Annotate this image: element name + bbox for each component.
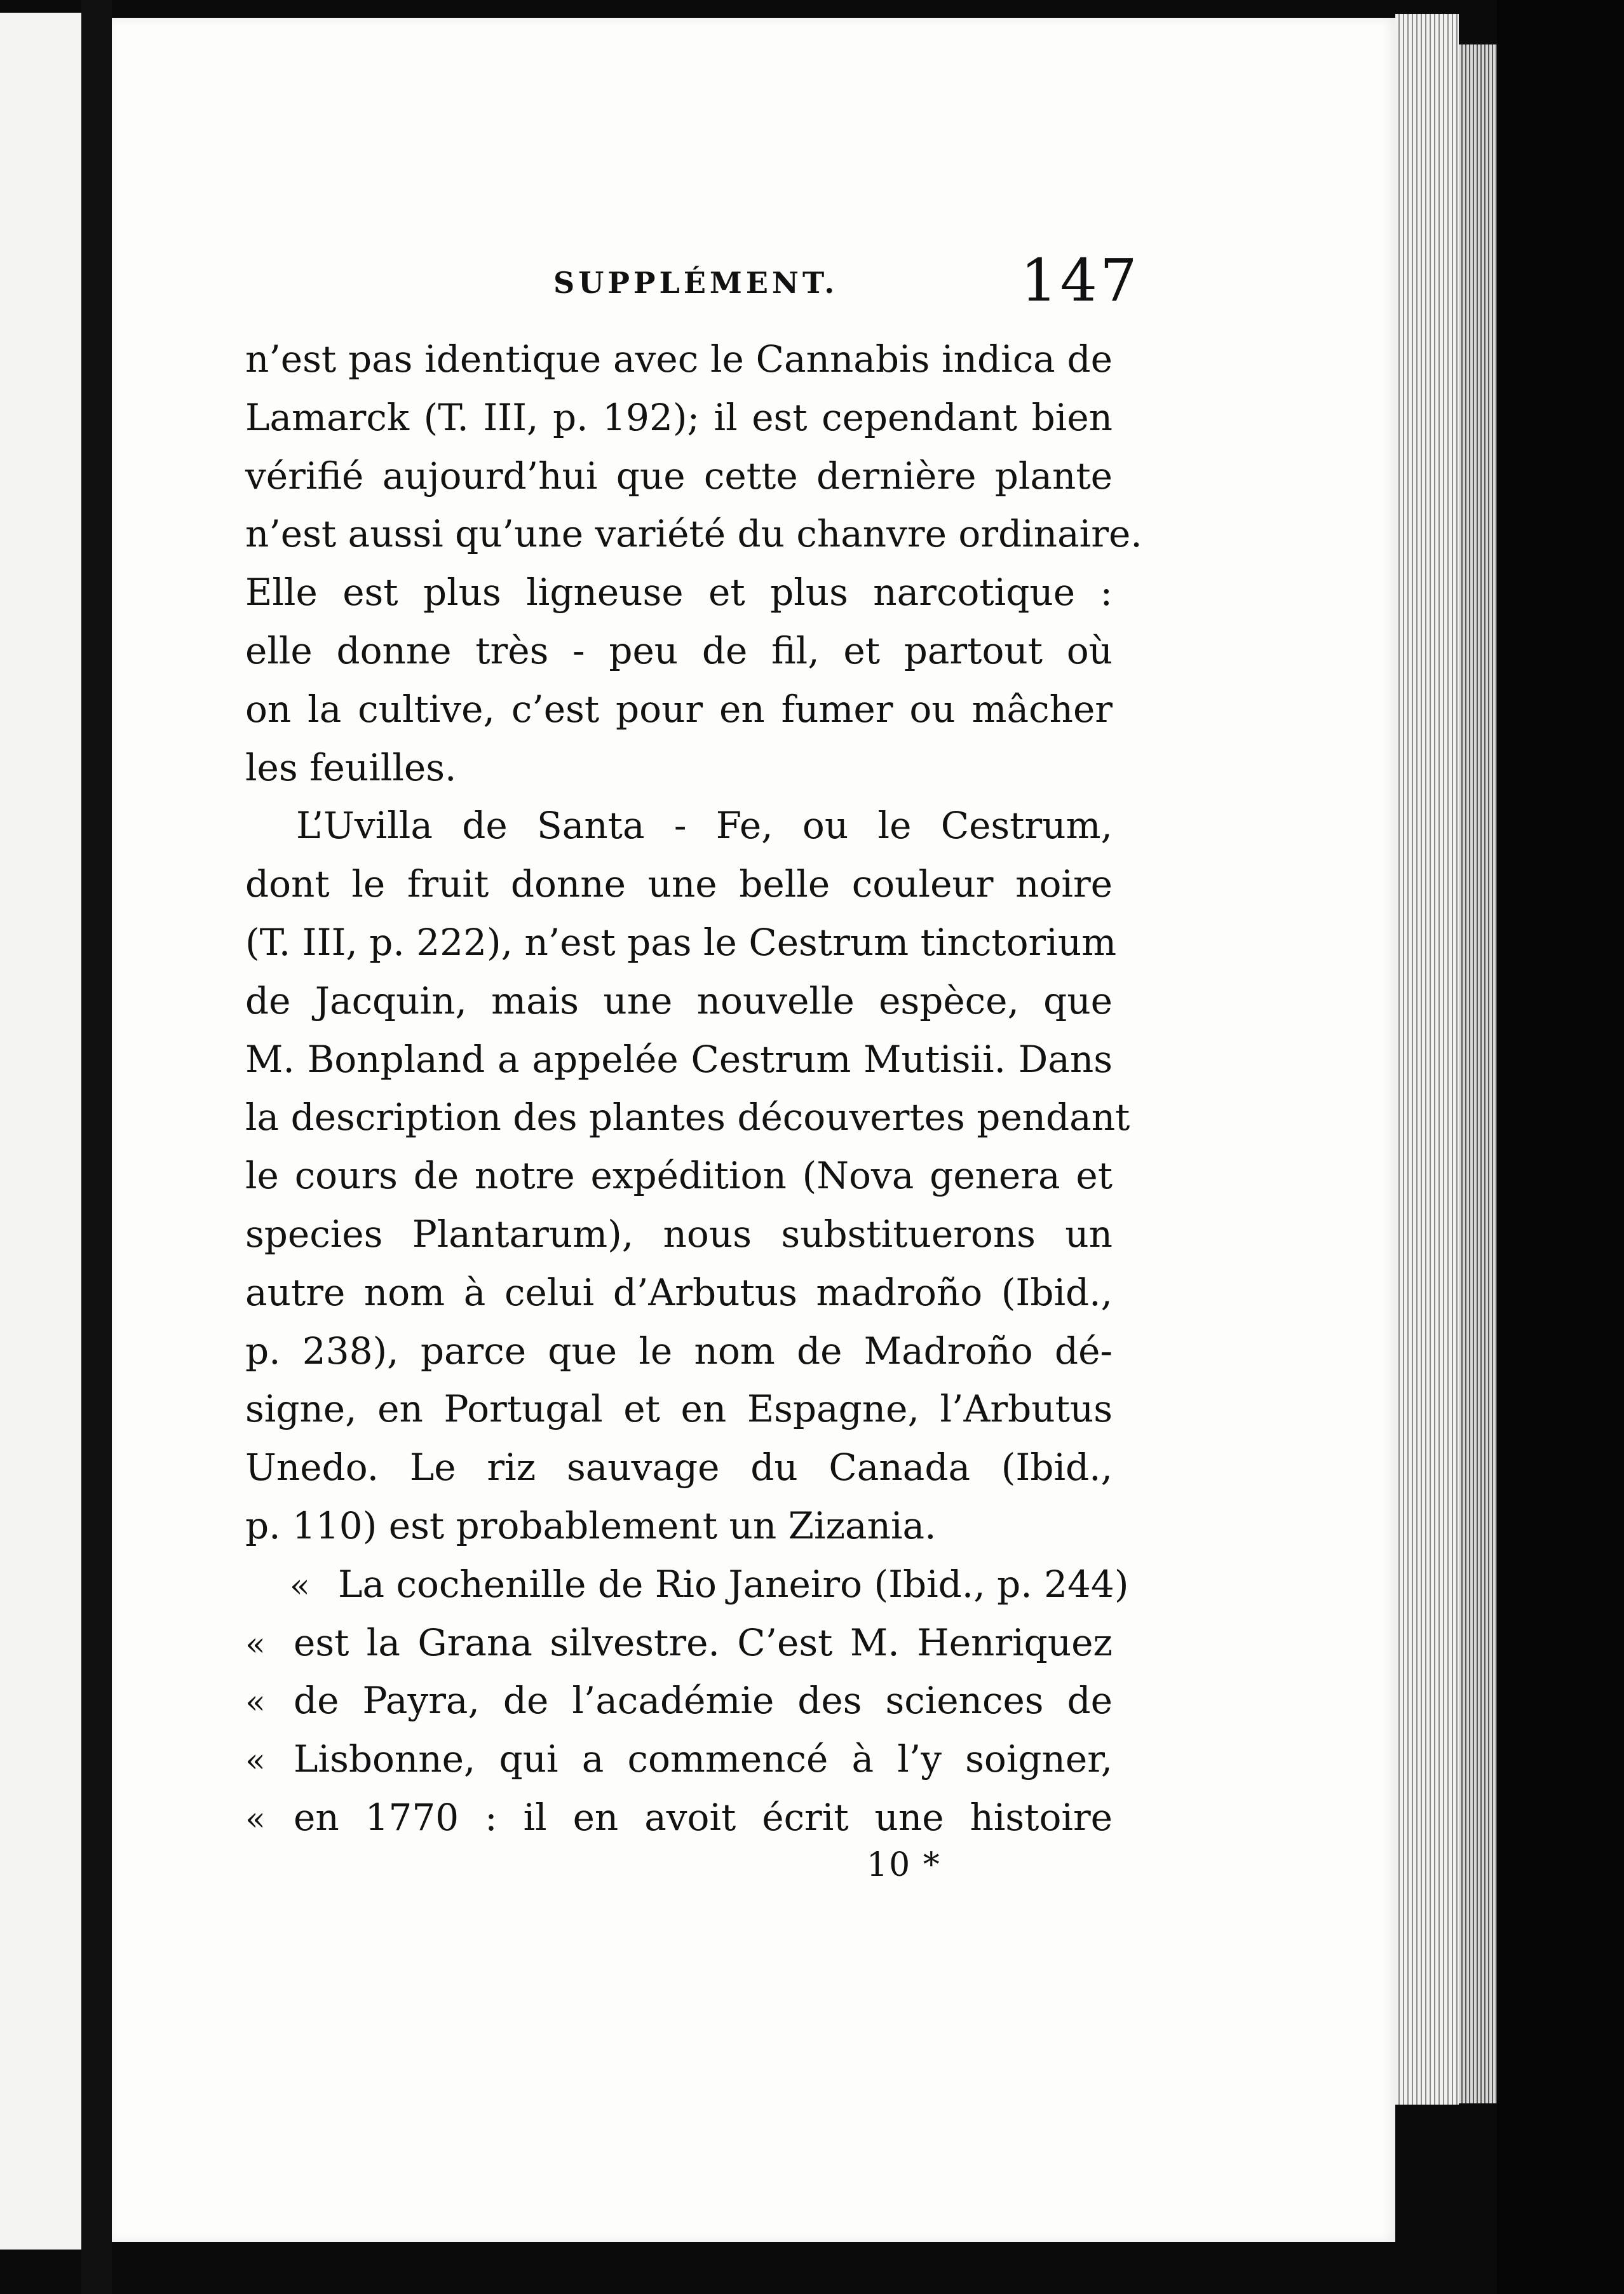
text-line: elle donne très - peu de fil, et partout où <box>245 628 1113 672</box>
quoted-line <box>245 1789 1113 1847</box>
running-head: SUPPLÉMENT. <box>553 266 839 300</box>
text-line: le cours de notre expédition (Nova genera et <box>245 1154 1113 1198</box>
quote-mark: « <box>245 1800 266 1838</box>
text-line: la description des plantes découvertes pendant <box>245 1096 1130 1139</box>
page-stack-edges <box>1395 14 1459 2105</box>
text-line: La cochenille de Rio Janeiro (Ibid., p. 244) <box>338 1562 1129 1606</box>
text-line: Elle est plus ligneuse et plus narcotique : <box>245 571 1113 614</box>
body-text <box>245 330 1142 1847</box>
text-line: p. 110) est probablement un Zizania. <box>245 1503 937 1547</box>
text-line: Lisbonne, qui a commencé à l’y soigner, <box>294 1737 1113 1781</box>
text-line: signe, en Portugal et en Espagne, l’Arbutus <box>245 1387 1113 1431</box>
quoted-line <box>245 1672 1113 1730</box>
quote-mark: « <box>290 1566 310 1605</box>
text-line: de Jacquin, mais une nouvelle espèce, que <box>245 979 1113 1022</box>
text-line: les feuilles. <box>245 745 457 789</box>
quoted-line <box>245 1730 1113 1789</box>
quoted-line <box>245 1556 1129 1614</box>
text-line: Unedo. Le riz sauvage du Canada (Ibid., <box>245 1446 1113 1490</box>
signature-mark: 10 * <box>867 1846 941 1884</box>
background-board <box>1497 0 1624 2294</box>
text-line: L’Uvilla de Santa - Fe, ou le Cestrum, <box>296 804 1113 848</box>
facing-page-edge <box>0 13 88 2250</box>
page-stack-edges-outer <box>1459 44 1497 2103</box>
text-line: M. Bonpland a appelée Cestrum Mutisii. Dans <box>245 1037 1113 1081</box>
text-line: (T. III, p. 222), n’est pas le Cestrum tinctorium <box>245 920 1117 964</box>
text-line: n’est pas identique avec le Cannabis indica de <box>245 337 1113 381</box>
quoted-line <box>245 1614 1113 1673</box>
text-line: dont le fruit donne une belle couleur noire <box>245 862 1113 906</box>
quote-mark: « <box>245 1683 266 1722</box>
text-line: Lamarck (T. III, p. 192); il est cependant bien <box>245 395 1113 439</box>
text-line: p. 238), parce que le nom de Madroño dé- <box>245 1329 1113 1373</box>
text-line: vérifié aujourd’hui que cette dernière plante <box>245 454 1113 498</box>
text-line: en 1770 : il en avoit écrit une histoire <box>294 1795 1113 1839</box>
text-line: de Payra, de l’académie des sciences de <box>294 1679 1113 1723</box>
quote-mark: « <box>245 1625 266 1664</box>
text-line: est la Grana silvestre. C’est M. Henriquez <box>294 1620 1113 1664</box>
quote-mark: « <box>245 1742 266 1781</box>
text-line: autre nom à celui d’Arbutus madroño (Ibid., <box>245 1270 1113 1314</box>
page-number: 147 <box>1020 247 1140 315</box>
text-line: n’est aussi qu’une variété du chanvre ordinaire. <box>245 512 1142 556</box>
book-gutter <box>81 0 112 2294</box>
text-line: species Plantarum), nous substituerons un <box>245 1212 1113 1256</box>
text-line: on la cultive, c’est pour en fumer ou mâcher <box>245 687 1113 731</box>
